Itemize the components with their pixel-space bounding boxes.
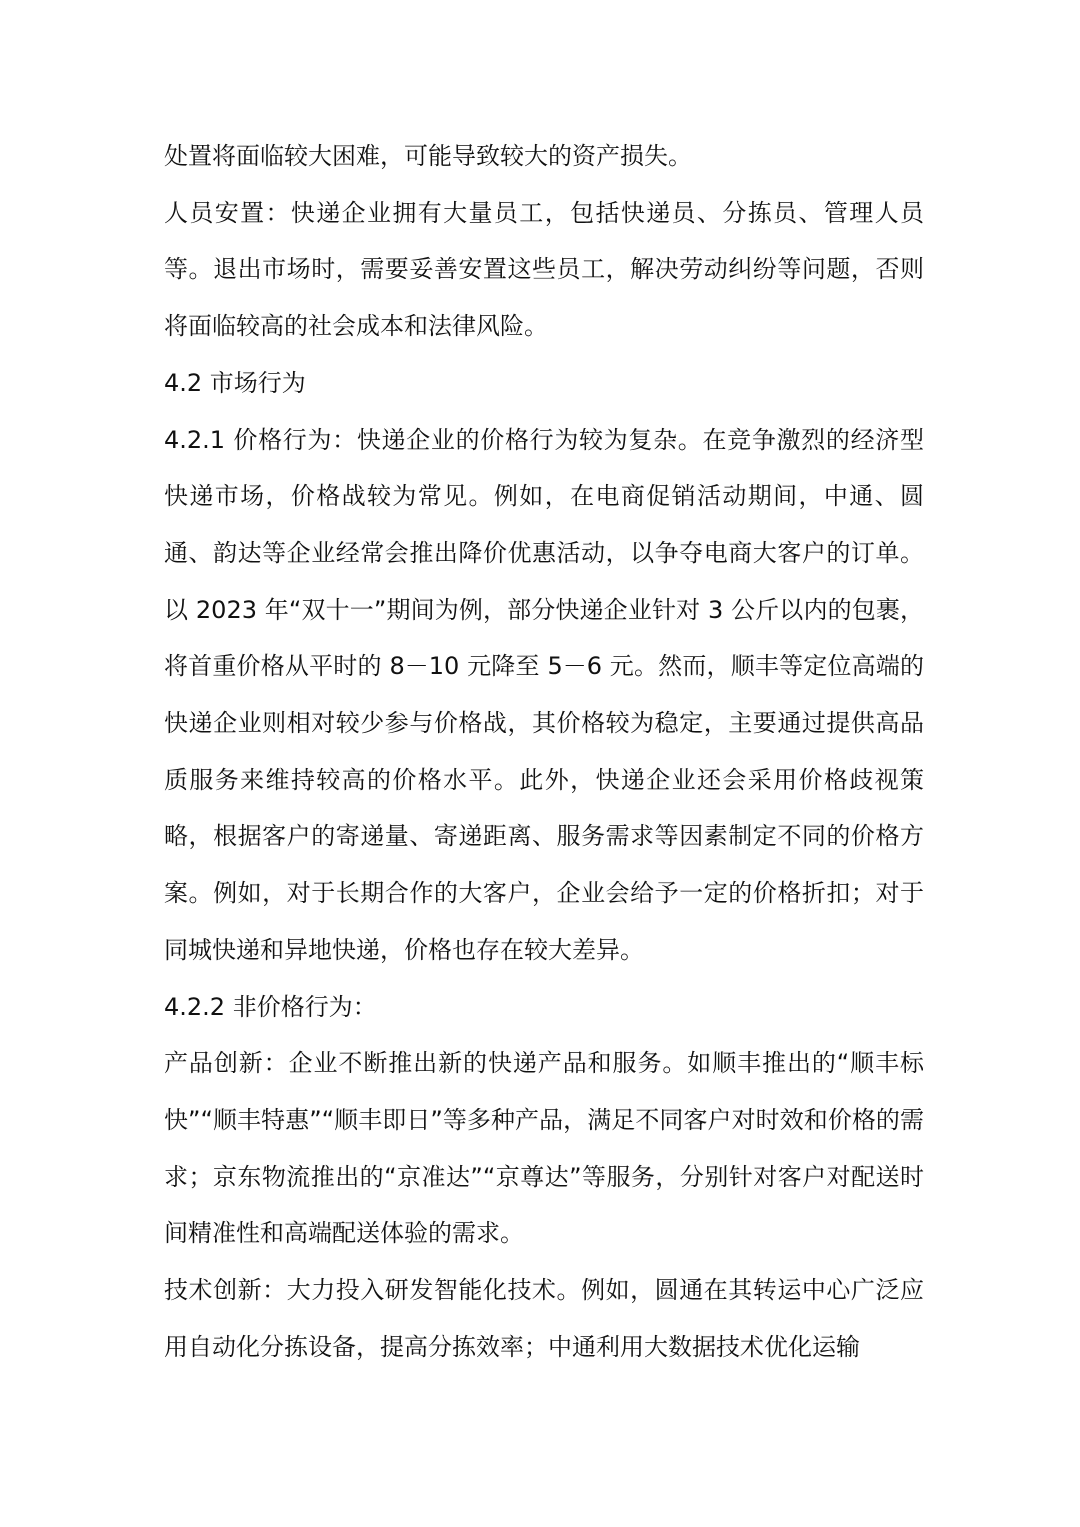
paragraph-product-innovation: 产品创新：企业不断推出新的快递产品和服务。如顺丰推出的“顺丰标快”“顺丰特惠”“顺丰即日”等多种产品，满足不同客户对时效和价格的需求；京东物流推出的“京准达”“京尊达”等服务，分别针对客户对配送时间精准性和高端配送体验的需求。 xyxy=(164,1049,924,1248)
subsection-heading-non-price-behavior: 4.2.2 非价格行为： xyxy=(164,992,377,1021)
paragraph-asset-disposal: 处置将面临较大困难，可能导致较大的资产损失。 xyxy=(164,142,692,170)
paragraph-price-behavior: 4.2.1 价格行为：快递企业的价格行为较为复杂。在竞争激烈的经济型快递市场，价格战较为常见。例如，在电商促销活动期间，中通、圆通、韵达等企业经常会推出降价优惠活动，以争夺电商大客户的订单。以 2023 年“双十一”期间为例，部分快递企业针对 3 公斤以内的包裹，将首重价格从平时的 8－10 元降至 5－6 元。然而，顺丰等定位高端的快递企业则相对较少参与价格战，其价格较为稳定，主要通过提供高品质服务来维持较高的价格水平。此外，快递企业还会采用价格歧视策略，根据客户的寄递量、寄递距离、服务需求等因素制定不同的价格方案。例如，对于长期合作的大客户，企业会给予一定的价格折扣；对于同城快递和异地快递，价格也存在较大差异。 xyxy=(164,425,924,964)
paragraph-technology-innovation: 技术创新：大力投入研发智能化技术。例如，圆通在其转运中心广泛应用自动化分拣设备，提高分拣效率；中通利用大数据技术优化运输 xyxy=(164,1276,924,1361)
paragraph-staff-placement: 人员安置：快递企业拥有大量员工，包括快递员、分拣员、管理人员等。退出市场时，需要妥善安置这些员工，解决劳动纠纷等问题，否则将面临较高的社会成本和法律风险。 xyxy=(164,198,924,341)
section-heading-market-behavior: 4.2 市场行为 xyxy=(164,368,306,397)
body-text xyxy=(164,128,924,1375)
